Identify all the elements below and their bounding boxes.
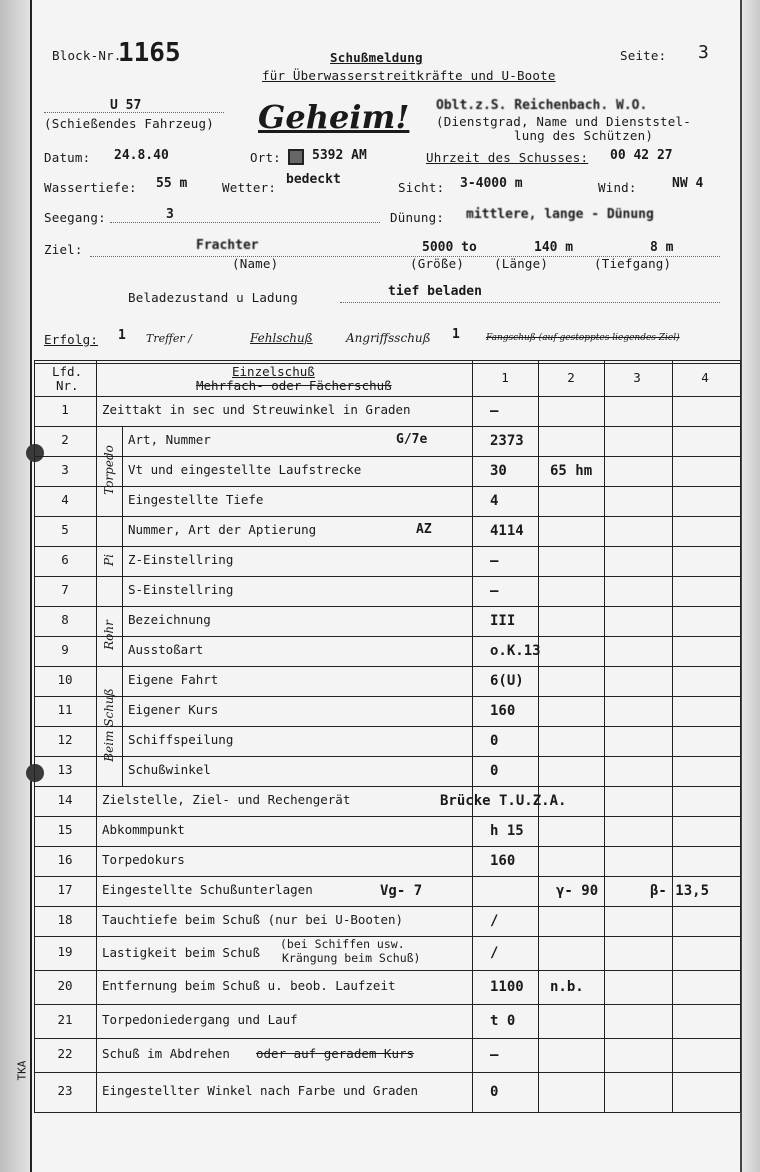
caption-laenge: (Länge): [494, 256, 549, 271]
caption-tiefgang: (Tiefgang): [594, 256, 672, 271]
value-shot-1: 0: [490, 763, 499, 779]
table-rule: [34, 486, 740, 487]
margin-note: TKA: [15, 1060, 29, 1081]
table-rule: [604, 360, 605, 1112]
wetter-value: bedeckt: [286, 172, 341, 187]
row-label-note: Krängung beim Schuß): [282, 951, 421, 965]
table-rule: [34, 906, 740, 907]
table-rule: [34, 726, 740, 727]
secret-stamp: Geheim!: [258, 98, 410, 136]
grid-square-icon: [288, 149, 304, 165]
table-rule: [34, 846, 740, 847]
form-title: Schußmeldung: [330, 50, 423, 65]
row-number: 2: [61, 432, 69, 447]
value-shot-1: —: [490, 1047, 499, 1063]
table-rule: [34, 576, 740, 577]
table-rule: [34, 1038, 740, 1039]
erfolg-count-1: 1: [118, 328, 126, 343]
row-number: 13: [57, 762, 73, 777]
erfolg-angriff: Angriffsschuß: [346, 331, 431, 345]
table-rule: [122, 426, 123, 786]
row-label: Eingestellte Tiefe: [128, 492, 264, 507]
row-extra: AZ: [416, 522, 432, 537]
row-number: 4: [61, 492, 69, 507]
value-shot-1: h 15: [490, 823, 524, 839]
wetter-label: Wetter:: [222, 180, 277, 195]
row-label: Eigene Fahrt: [128, 672, 219, 687]
row-number: 19: [57, 944, 73, 959]
ziel-label: Ziel:: [44, 242, 83, 257]
page-number: 3: [698, 42, 709, 63]
row-number: 1: [61, 402, 69, 417]
table-rule: [34, 396, 740, 397]
row-label: Lastigkeit beim Schuß: [102, 945, 261, 960]
table-rule: [34, 426, 740, 427]
group-rohr: Rohr: [102, 620, 116, 650]
value-shot-1: t 0: [490, 1013, 516, 1029]
row-label: Torpedoniedergang und Lauf: [102, 1012, 298, 1027]
erfolg-label: Erfolg:: [44, 332, 99, 347]
ziel-name: Frachter: [196, 238, 259, 253]
value-shot-2: γ- 90: [556, 883, 599, 899]
seegang-value: 3: [166, 207, 174, 222]
col-header-1: 1: [501, 370, 509, 385]
table-rule: [34, 606, 740, 607]
table-rule: [96, 516, 122, 517]
row-label: Tauchtiefe beim Schuß (nur bei U-Booten): [102, 912, 404, 927]
beladung-value: tief beladen: [388, 284, 482, 299]
table-rule: [538, 360, 539, 1112]
sicht-label: Sicht:: [398, 180, 445, 195]
row-number: 11: [57, 702, 73, 717]
row-number: 20: [57, 978, 73, 993]
value-shot-1: —: [490, 553, 499, 569]
value-shot-1: 160: [490, 703, 516, 719]
col-header-4: 4: [701, 370, 709, 385]
value-shot-1: 30: [490, 463, 507, 479]
row-label-note: (bei Schiffen usw.: [280, 937, 405, 951]
row-label: Schußwinkel: [128, 762, 211, 777]
block-number: 1165: [118, 38, 181, 68]
row-number: 21: [57, 1012, 73, 1027]
col-title-struck: Mehrfach- oder Fächerschuß: [196, 378, 392, 393]
value-shot-2: n.b.: [550, 979, 584, 995]
erfolg-fangschuss: Fangschuß (auf gestopptes liegendes Ziel): [486, 333, 680, 343]
caption-groesse: (Größe): [410, 256, 465, 271]
value-shot-1: —: [490, 403, 499, 419]
row-number: 12: [57, 732, 73, 747]
wind-label: Wind:: [598, 180, 637, 195]
table-rule: [34, 666, 740, 667]
col-lfd: Lfd.: [52, 364, 83, 379]
value-shot-1: /: [490, 945, 499, 961]
ort-value: 5392 AM: [312, 148, 367, 163]
rank-value: Oblt.z.S. Reichenbach. W.O.: [436, 98, 648, 113]
group-beim_schuss: Beim Schuß: [102, 688, 116, 762]
row-number: 15: [57, 822, 73, 837]
page-label: Seite:: [620, 48, 667, 63]
table-rule: [34, 360, 740, 361]
table-rule: [34, 516, 740, 517]
ziel-laenge: 140 m: [534, 240, 574, 255]
scan-edge-left: [0, 0, 30, 1172]
datum-value: 24.8.40: [114, 148, 169, 163]
value-shot-1: /: [490, 913, 499, 929]
row-number: 16: [57, 852, 73, 867]
col-header-2: 2: [567, 370, 575, 385]
row-label: Eingestellter Winkel nach Farbe und Graden: [102, 1083, 419, 1098]
row-label: Abkommpunkt: [102, 822, 185, 837]
row-label: Bezeichnung: [128, 612, 211, 627]
table-rule: [34, 816, 740, 817]
row-label: Nummer, Art der Aptierung: [128, 522, 317, 537]
row-label-struck: oder auf geradem Kurs: [256, 1046, 415, 1061]
table-rule: [34, 1112, 740, 1113]
table-rule: [672, 360, 673, 1112]
value-shot-1: 1100: [490, 979, 524, 995]
row-label: Eigener Kurs: [128, 702, 219, 717]
rank-caption-1: (Dienstgrad, Name und Dienststel-: [436, 114, 691, 129]
value-shot-1: III: [490, 613, 516, 629]
value-shot-1: 0: [490, 733, 499, 749]
ziel-groesse: 5000 to: [422, 240, 477, 255]
rank-caption-2: lung des Schützen): [514, 128, 654, 143]
table-rule: [472, 360, 473, 1112]
shooter-caption: (Schießendes Fahrzeug): [44, 116, 214, 131]
row-number: 10: [57, 672, 73, 687]
wind-value: NW 4: [672, 176, 704, 191]
wassertiefe-value: 55 m: [156, 176, 188, 191]
wassertiefe-label: Wassertiefe:: [44, 180, 137, 195]
row-number: 14: [57, 792, 73, 807]
value-shot-1: 2373: [490, 433, 524, 449]
erfolg-fehlschuss: Fehlschuß: [250, 331, 313, 345]
row-label: Schuß im Abdrehen: [102, 1046, 230, 1061]
value-shot-1: Vg- 7: [380, 883, 423, 899]
value-shot-3: β- 13,5: [650, 883, 710, 899]
row-label: Zeittakt in sec und Streuwinkel in Graden: [102, 402, 411, 417]
row-label: Vt und eingestellte Laufstrecke: [128, 462, 362, 477]
seegang-label: Seegang:: [44, 210, 106, 225]
scan-edge-right: [742, 0, 760, 1172]
table-rule: [740, 360, 741, 1112]
row-number: 8: [61, 612, 69, 627]
table-rule: [96, 360, 97, 1112]
table-rule: [34, 363, 740, 364]
table-rule: [34, 1072, 740, 1073]
row-number: 9: [61, 642, 69, 657]
uhrzeit-value: 00 42 27: [610, 148, 673, 163]
row-label: Art, Nummer: [128, 432, 211, 447]
datum-label: Datum:: [44, 150, 91, 165]
ziel-tiefgang: 8 m: [650, 240, 674, 255]
group-torpedo: Torpedo: [102, 445, 116, 495]
row-number: 17: [57, 882, 73, 897]
value-shot-1: 0: [490, 1084, 499, 1100]
row-label: Eingestellte Schußunterlagen: [102, 882, 313, 897]
value-shot-1: —: [490, 583, 499, 599]
table-rule: [34, 636, 740, 637]
row-label: Ausstoßart: [128, 642, 204, 657]
uhrzeit-label: Uhrzeit des Schusses:: [426, 150, 589, 165]
col-title: Einzelschuß: [232, 364, 315, 379]
value-shot-2: 65 hm: [550, 463, 593, 479]
row-number: 7: [61, 582, 69, 597]
value-shot-1: Brücke T.U.Z.A.: [440, 793, 567, 809]
value-shot-1: 6(U): [490, 673, 524, 689]
value-shot-1: o.K.13: [490, 643, 541, 659]
table-rule: [34, 456, 740, 457]
table-rule: [34, 786, 740, 787]
col-nr: Nr.: [56, 378, 79, 393]
table-rule: [34, 970, 740, 971]
row-number: 5: [61, 522, 69, 537]
row-number: 23: [57, 1083, 73, 1098]
table-rule: [34, 696, 740, 697]
table-rule: [34, 546, 740, 547]
col-header-3: 3: [633, 370, 641, 385]
row-label: Torpedokurs: [102, 852, 185, 867]
beladung-label: Beladezustand u Ladung: [128, 290, 298, 305]
form-subtitle: für Überwasserstreitkräfte und U-Boote: [262, 68, 556, 83]
table-rule: [34, 876, 740, 877]
value-shot-1: 160: [490, 853, 516, 869]
block-label: Block-Nr.: [52, 48, 122, 63]
row-number: 6: [61, 552, 69, 567]
value-shot-1: 4: [490, 493, 499, 509]
duenung-value: mittlere, lange - Dünung: [466, 207, 654, 222]
row-extra: G/7e: [396, 432, 428, 447]
row-number: 18: [57, 912, 73, 927]
row-label: Zielstelle, Ziel- und Rechengerät: [102, 792, 351, 807]
row-number: 22: [57, 1046, 73, 1061]
row-label: S-Einstellring: [128, 582, 234, 597]
row-label: Schiffspeilung: [128, 732, 234, 747]
caption-name: (Name): [232, 256, 279, 271]
sicht-value: 3-4000 m: [460, 176, 523, 191]
row-label: Z-Einstellring: [128, 552, 234, 567]
duenung-label: Dünung:: [390, 210, 445, 225]
group-pi: Pi: [102, 554, 116, 566]
shooter-value: U 57: [110, 98, 142, 113]
ort-label: Ort:: [250, 150, 281, 165]
table-rule: [34, 1004, 740, 1005]
row-number: 3: [61, 462, 69, 477]
erfolg-count-2: 1: [452, 327, 460, 342]
table-rule: [34, 756, 740, 757]
row-label: Entfernung beim Schuß u. beob. Laufzeit: [102, 978, 396, 993]
erfolg-treffer: Treffer /: [146, 332, 192, 345]
value-shot-1: 4114: [490, 523, 524, 539]
